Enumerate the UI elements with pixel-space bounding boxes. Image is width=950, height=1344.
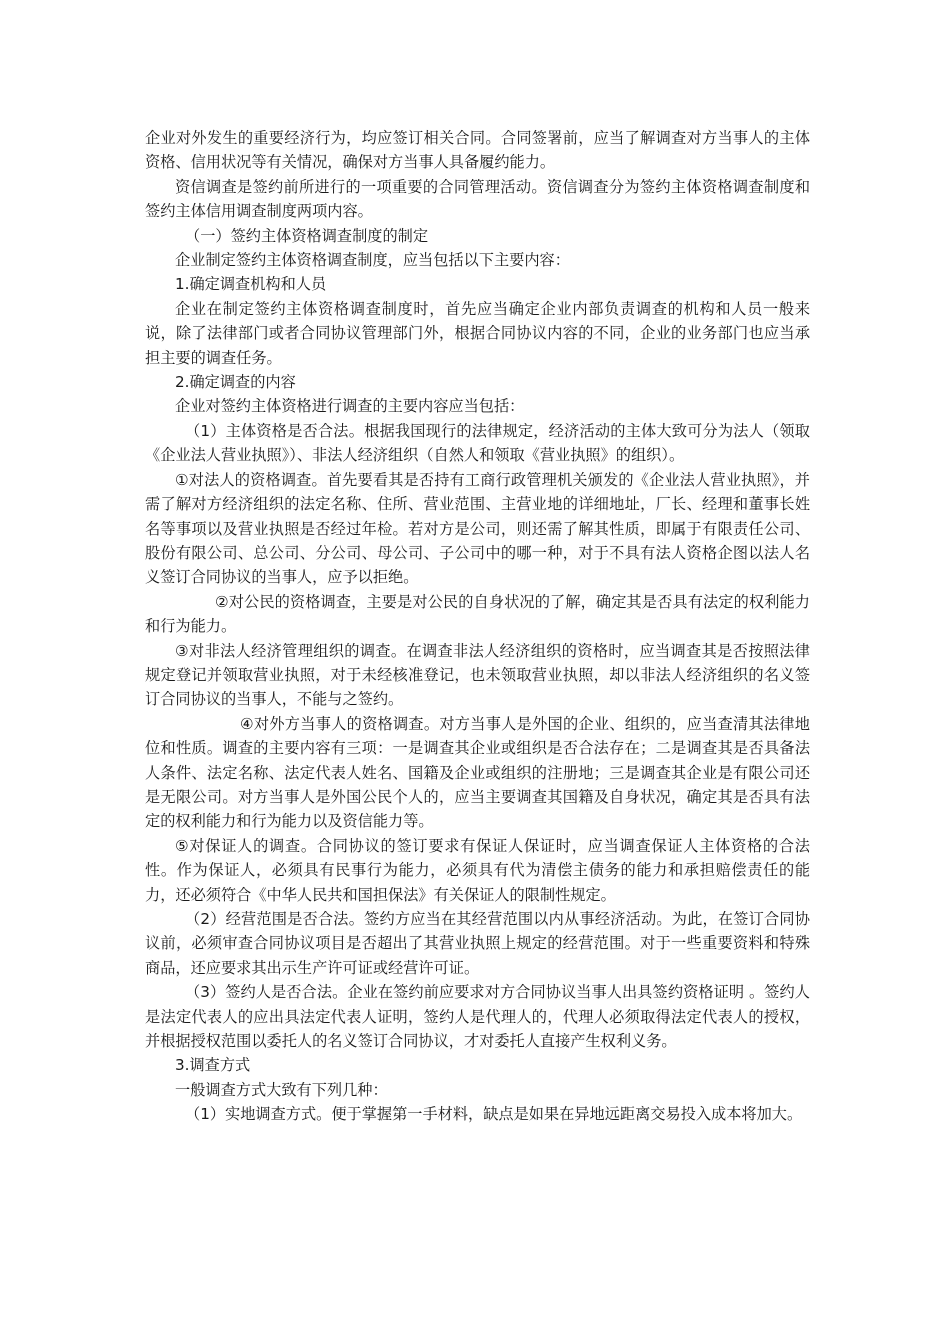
paragraph-10: ①对法人的资格调查。首先要看其是否持有工商行政管理机关颁发的《企业法人营业执照》，并需了解对方经济组织的法定名称、住所、营业范围、主营业地的详细地址，厂长、经理和董事长姓名等事项以及营业执照是否经过年检。若对方是公司，则还需了解其性质，即属于有限责任公司、股份有限公司、总公司、分公司、母公司、子公司中的哪一种，对于不具有法人资格企图以法人名义签订合同协议的当事人，应予以拒绝。: [145, 470, 810, 587]
paragraph-16: （3）签约人是否合法。企业在签约前应要求对方合同协议当事人出具签约资格证明 。签约人是法定代表人的应出具法定代表人证明，签约人是代理人的，代理人必须取得法定代表人的授权，并根据授权范围以委托人的名义签订合同协议，才对委托人直接产生权利义务。: [145, 983, 810, 1051]
paragraph-12: ③对非法人经济管理组织的调查。在调查非法人经济组织的资格时，应当调查其是否按照法律规定登记并领取营业执照，对于未经核准登记，也未领取营业执照，却以非法人经济组织的名义签订合同协议的当事人，不能与之签约。: [145, 641, 810, 709]
subheading-1: 1.确定调查机构和人员: [175, 275, 327, 294]
paragraph-14: ⑤对保证人的调查。合同协议的签订要求有保证人保证时，应当调查保证人主体资格的合法性。作为保证人，必须具有民事行为能力，必须具有代为清偿主债务的能力和承担赔偿责任的能力，还必须符合《中华人民共和国担保法》有关保证人的限制性规定。: [145, 836, 810, 904]
paragraph-8: 企业对签约主体资格进行调查的主要内容应当包括：: [175, 397, 525, 416]
paragraph-2: 资信调查是签约前所进行的一项重要的合同管理活动。资信调查分为签约主体资格调查制度和签约主体信用调查制度两项内容。: [145, 177, 810, 221]
document-page: [145, 126, 810, 1127]
paragraph-11: ②对公民的资格调查，主要是对公民的自身状况的了解，确定其是否具有法定的权利能力和行为能力。: [145, 592, 810, 636]
paragraph-13: ④对外方当事人的资格调查。对方当事人是外国的企业、组织的，应当查清其法律地位和性质。调查的主要内容有三项：一是调查其企业或组织是否合法存在；二是调查其是否具备法人条件、法定名称、法定代表人姓名、国籍及企业或组织的注册地；三是调查其企业是有限公司还是无限公司。对方当事人是外国公民个人的，应当主要调查其国籍及自身状况，确定其是否具有法定的权利能力和行为能力以及资信能力等。: [145, 714, 810, 831]
paragraph-19: （1）实地调查方式。便于掌握第一手材料，缺点是如果在异地远距离交易投入成本将加大。: [185, 1105, 803, 1124]
paragraph-15: （2）经营范围是否合法。签约方应当在其经营范围以内从事经济活动。为此，在签订合同协议前，必须审查合同协议项目是否超出了其营业执照上规定的经营范围。对于一些重要资料和特殊商品，还应要求其出示生产许可证或经营许可证。: [145, 910, 810, 977]
section-heading-1: （一）签约主体资格调查制度的制定: [185, 226, 428, 245]
subheading-2: 2.确定调查的内容: [175, 373, 296, 392]
paragraph-4: 企业制定签约主体资格调查制度，应当包括以下主要内容：: [175, 251, 570, 270]
paragraph-1: 企业对外发生的重要经济行为，均应签订相关合同。合同签署前，应当了解调查对方当事人的主体资格、信用状况等有关情况，确保对方当事人具备履约能力。: [145, 129, 810, 172]
paragraph-18: 一般调查方式大致有下列几种：: [175, 1080, 388, 1099]
paragraph-9: （1）主体资格是否合法。根据我国现行的法律规定，经济活动的主体大致可分为法人（领取《企业法人营业执照》）、非法人经济组织（自然人和领取《营业执照》的组织）。: [145, 421, 810, 465]
subheading-3: 3.调查方式: [175, 1056, 251, 1075]
paragraph-6: 企业在制定签约主体资格调查制度时，首先应当确定企业内部负责调查的机构和人员一般来说，除了法律部门或者合同协议管理部门外，根据合同协议内容的不同，企业的业务部门也应当承担主要的调查任务。: [145, 299, 810, 367]
